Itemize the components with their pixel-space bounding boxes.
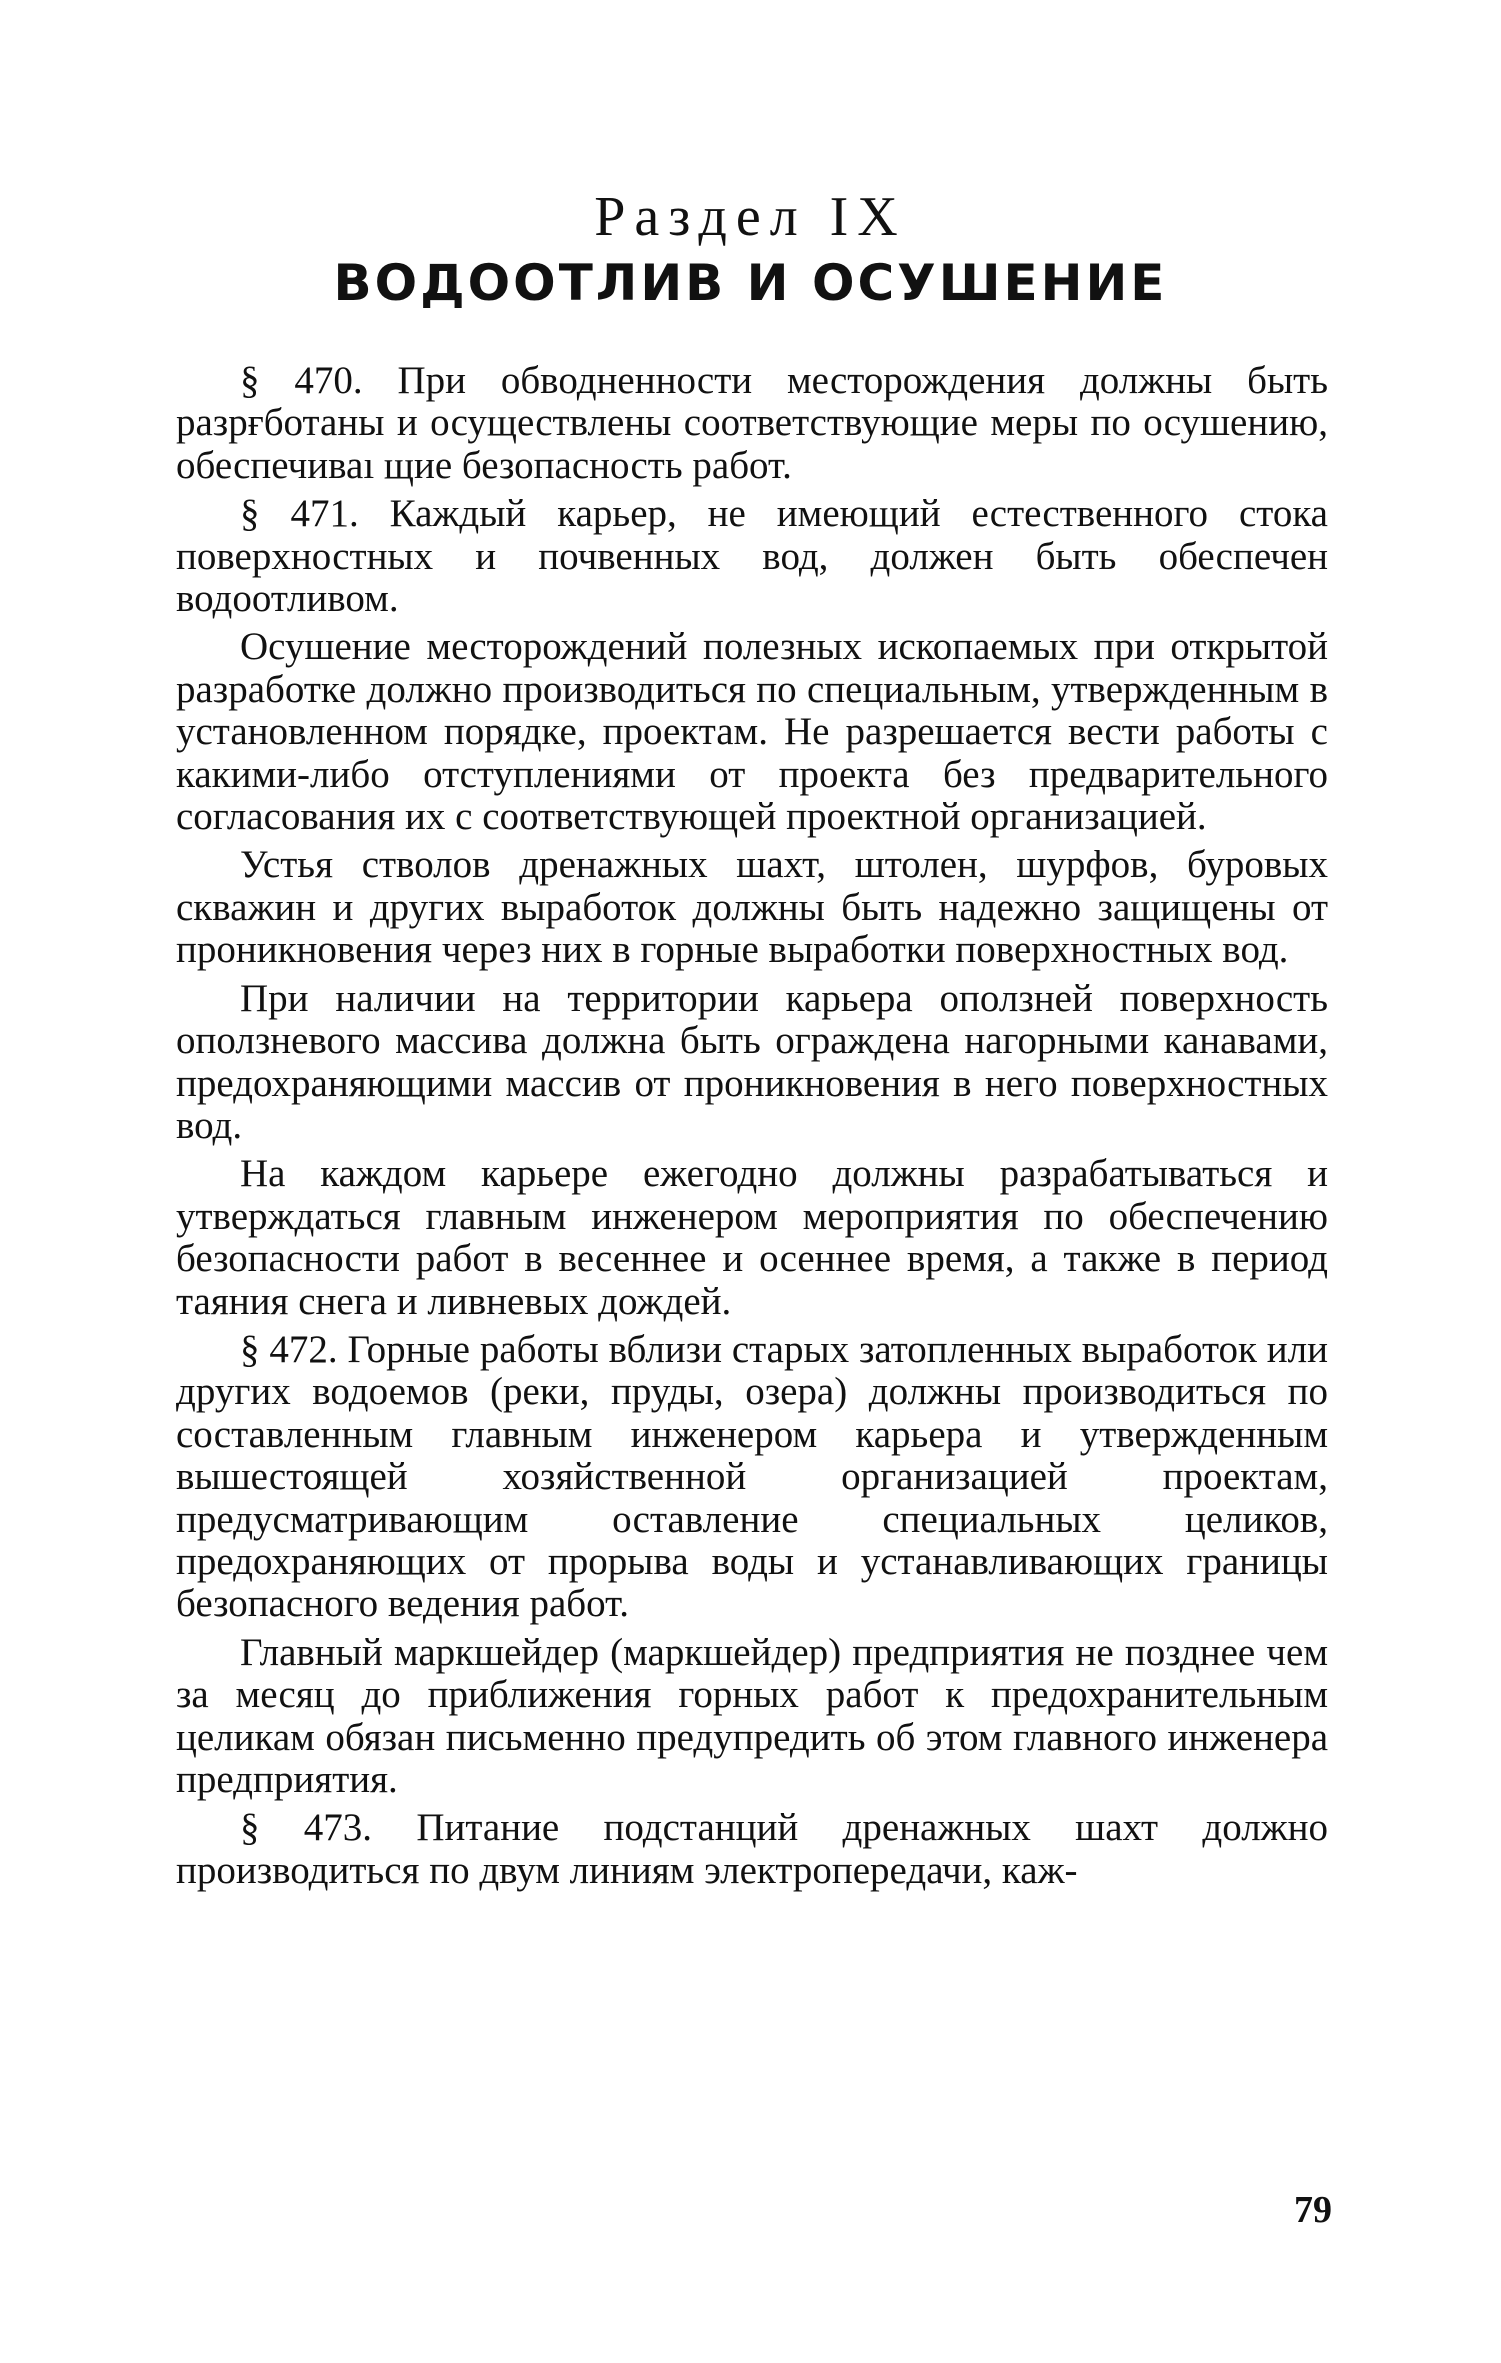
paragraph-shaft-mouths: Устья стволов дренажных шахт, штолен, шурфов, буровых скважин и других выработок должны быть надежно защищены от проникновения через них в горные выработки поверхностных вод.	[176, 843, 1328, 972]
paragraph-472: § 472. Горные работы вблизи старых затопленных выработок или других водоемов (реки, пруды, озера) должны производиться по составленным главным инженером карьера и утвержденным вышестоящей хозяйственной организацией проектам, предусматривающим оставление специальных целиков, предохраняющих от прорыва воды и устанавливающих границы безопасного ведения работ.	[176, 1327, 1328, 1626]
body-text	[176, 360, 1328, 1898]
paragraph-470: § 470. При обводненности месторождения должны быть разрғботаны и осуществлены соответствующие меры по осушению, обеспечиваı щие безопасность работ.	[176, 359, 1328, 487]
paragraph-landslides: При наличии на территории карьера оползней поверхность оползневого массива должна быть ограждена нагорными канавами, предохраняющими массив от проникновения в него поверхностных вод.	[176, 976, 1328, 1147]
paragraph-471: § 471. Каждый карьер, не имеющий естественного стока поверхностных и почвенных вод, должен быть обеспечен водоотливом.	[176, 492, 1328, 621]
page-number: 79	[1294, 2189, 1332, 2231]
paragraph-surveyor: Главный маркшейдер (маркшейдер) предприятия не позднее чем за месяц до приближения горных работ к предохранительным целикам обязан письменно предупредить об этом главного инженера предприятия.	[176, 1630, 1328, 1801]
paragraph-drainage-design: Осушение месторождений полезных ископаемых при открытой разработке должно производиться по специальным, утвержденным в установленном порядке, проектам. Не разрешается вести работы с какими-либо отступлениями от проекта без предварительного согласования их с соответствующей проектной организацией.	[176, 625, 1328, 839]
paragraph-473: § 473. Питание подстанций дренажных шахт должно производиться по двум линиям электропередачи, каж-	[176, 1806, 1328, 1892]
section-label: Раздел IX	[594, 186, 907, 248]
section-title: ВОДООТЛИВ И ОСУШЕНИЕ	[333, 254, 1168, 312]
paragraph-annual-measures: На каждом карьере ежегодно должны разрабатываться и утверждаться главным инженером мероприятия по обеспечению безопасности работ в весеннее и осеннее время, а также в период таяния снега и ливневых дождей.	[176, 1152, 1328, 1323]
